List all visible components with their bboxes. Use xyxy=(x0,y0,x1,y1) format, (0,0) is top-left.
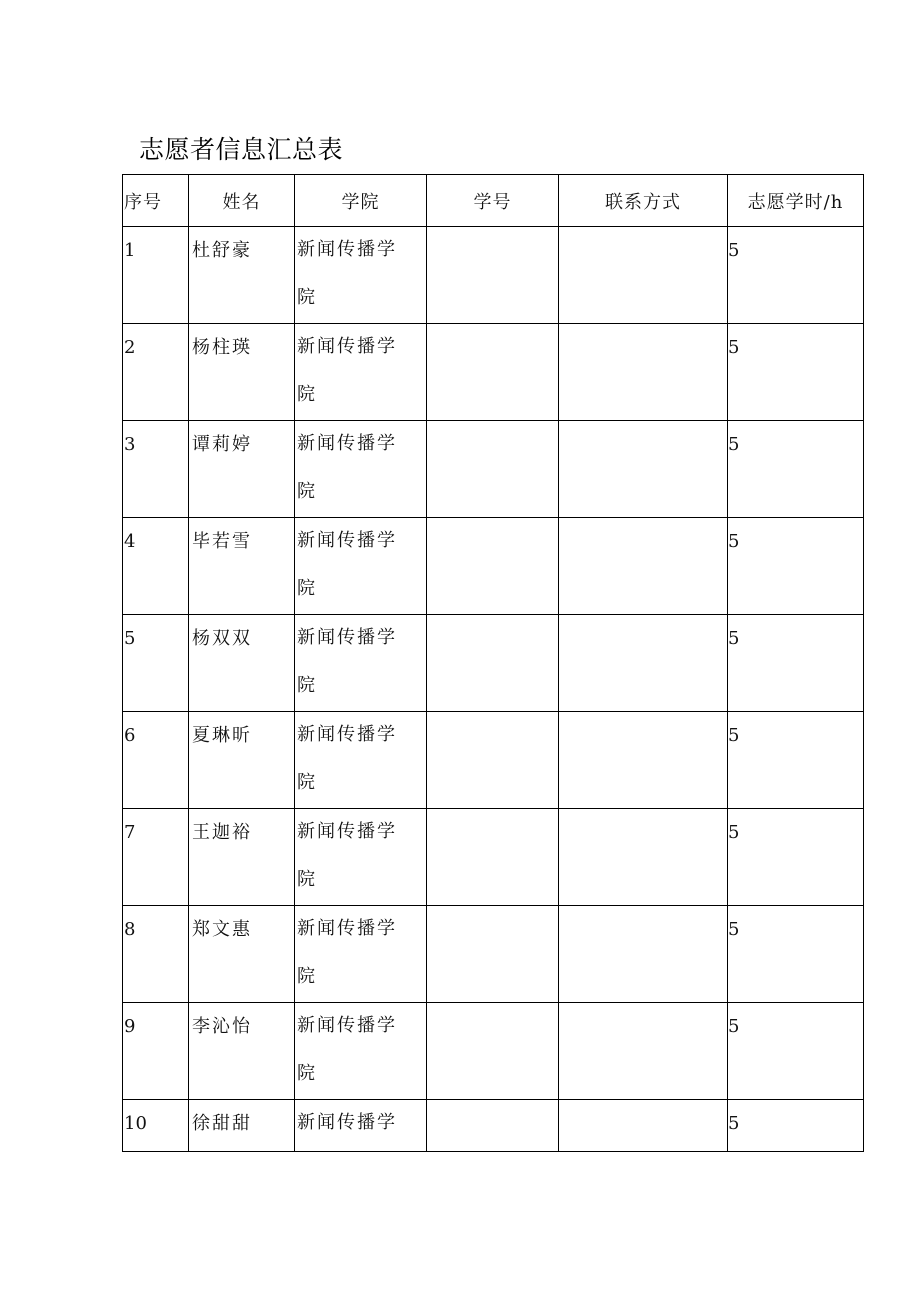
college-cell-text: 新闻传播学院 xyxy=(297,1015,397,1084)
name-cell-text: 郑文惠 xyxy=(192,919,252,940)
table-header-row xyxy=(123,175,864,227)
name-cell xyxy=(189,227,295,324)
seq-cell xyxy=(123,906,189,1003)
seq-cell-text: 2 xyxy=(124,337,136,358)
hours-cell-text: 5 xyxy=(728,822,740,843)
hours-cell xyxy=(728,324,864,421)
name-cell xyxy=(189,906,295,1003)
contact-cell xyxy=(559,1100,728,1152)
name-cell-text: 毕若雪 xyxy=(192,531,252,552)
seq-cell xyxy=(123,712,189,809)
seq-cell xyxy=(123,615,189,712)
college-cell xyxy=(295,421,427,518)
name-cell-text: 杨柱瑛 xyxy=(192,337,252,358)
table-row xyxy=(123,227,864,324)
seq-cell xyxy=(123,1100,189,1152)
college-cell xyxy=(295,1003,427,1100)
contact-cell xyxy=(559,421,728,518)
hours-cell xyxy=(728,1100,864,1152)
header-hours: 志愿学时/h xyxy=(728,175,864,227)
name-cell xyxy=(189,809,295,906)
student-id-cell xyxy=(427,1003,559,1100)
table-row xyxy=(123,809,864,906)
header-college: 学院 xyxy=(295,175,427,227)
student-id-cell xyxy=(427,324,559,421)
name-cell-text: 杨双双 xyxy=(192,628,252,649)
contact-cell xyxy=(559,324,728,421)
name-cell-text: 谭莉婷 xyxy=(192,434,252,455)
seq-cell xyxy=(123,227,189,324)
name-cell xyxy=(189,1003,295,1100)
table-row xyxy=(123,1003,864,1100)
college-cell xyxy=(295,906,427,1003)
seq-cell xyxy=(123,324,189,421)
hours-cell-text: 5 xyxy=(728,240,740,261)
hours-cell-text: 5 xyxy=(728,628,740,649)
header-seq: 序号 xyxy=(123,175,189,227)
seq-cell xyxy=(123,421,189,518)
college-cell xyxy=(295,227,427,324)
contact-cell xyxy=(559,809,728,906)
hours-cell-text: 5 xyxy=(728,531,740,552)
student-id-cell xyxy=(427,809,559,906)
contact-cell xyxy=(559,712,728,809)
seq-cell-text: 5 xyxy=(124,628,136,649)
college-cell xyxy=(295,1100,427,1152)
header-contact: 联系方式 xyxy=(559,175,728,227)
name-cell xyxy=(189,518,295,615)
seq-cell xyxy=(123,809,189,906)
student-id-cell xyxy=(427,518,559,615)
hours-cell xyxy=(728,1003,864,1100)
seq-cell-text: 7 xyxy=(124,822,136,843)
name-cell xyxy=(189,1100,295,1152)
name-cell-text: 杜舒豪 xyxy=(192,240,252,261)
student-id-cell xyxy=(427,615,559,712)
hours-cell xyxy=(728,809,864,906)
student-id-cell xyxy=(427,712,559,809)
seq-cell xyxy=(123,518,189,615)
seq-cell-text: 6 xyxy=(124,725,136,746)
hours-cell-text: 5 xyxy=(728,1113,740,1134)
seq-cell-text: 8 xyxy=(124,919,136,940)
contact-cell xyxy=(559,227,728,324)
hours-cell-text: 5 xyxy=(728,725,740,746)
header-name: 姓名 xyxy=(189,175,295,227)
hours-cell xyxy=(728,421,864,518)
hours-cell xyxy=(728,906,864,1003)
name-cell xyxy=(189,324,295,421)
seq-cell-text: 9 xyxy=(124,1016,136,1037)
contact-cell xyxy=(559,1003,728,1100)
hours-cell xyxy=(728,712,864,809)
hours-cell xyxy=(728,615,864,712)
name-cell-text: 李沁怡 xyxy=(192,1016,252,1037)
name-cell-text: 王迦裕 xyxy=(192,822,252,843)
name-cell xyxy=(189,615,295,712)
seq-cell xyxy=(123,1003,189,1100)
seq-cell-text: 1 xyxy=(124,240,136,261)
name-cell-text: 夏琳昕 xyxy=(192,725,252,746)
contact-cell xyxy=(559,906,728,1003)
name-cell xyxy=(189,421,295,518)
document-title: 志愿者信息汇总表 xyxy=(139,135,344,164)
student-id-cell xyxy=(427,421,559,518)
college-cell xyxy=(295,809,427,906)
table-row xyxy=(123,324,864,421)
college-cell-text: 新闻传播学院 xyxy=(297,433,397,502)
volunteer-table xyxy=(122,174,864,1152)
contact-cell xyxy=(559,518,728,615)
table-row xyxy=(123,421,864,518)
hours-cell xyxy=(728,518,864,615)
contact-cell xyxy=(559,615,728,712)
table-row xyxy=(123,712,864,809)
college-cell-text: 新闻传播学院 xyxy=(297,724,397,793)
student-id-cell xyxy=(427,227,559,324)
table-body xyxy=(123,227,864,1152)
hours-cell-text: 5 xyxy=(728,337,740,358)
college-cell xyxy=(295,324,427,421)
college-cell xyxy=(295,615,427,712)
table-row xyxy=(123,615,864,712)
hours-cell-text: 5 xyxy=(728,1016,740,1037)
seq-cell-text: 10 xyxy=(124,1113,147,1134)
college-cell xyxy=(295,712,427,809)
college-cell-text: 新闻传播学院 xyxy=(297,530,397,599)
table-row xyxy=(123,906,864,1003)
seq-cell-text: 3 xyxy=(124,434,136,455)
header-student-id: 学号 xyxy=(427,175,559,227)
name-cell-text: 徐甜甜 xyxy=(192,1113,252,1134)
student-id-cell xyxy=(427,906,559,1003)
table-row xyxy=(123,1100,864,1152)
seq-cell-text: 4 xyxy=(124,531,136,552)
college-cell-text: 新闻传播学院 xyxy=(297,239,397,308)
college-cell xyxy=(295,518,427,615)
hours-cell-text: 5 xyxy=(728,434,740,455)
table-row xyxy=(123,518,864,615)
college-cell-text: 新闻传播学院 xyxy=(297,627,397,696)
college-cell-text: 新闻传播学院 xyxy=(297,336,397,405)
college-cell-text: 新闻传播学院 xyxy=(297,918,397,987)
college-cell-text: 新闻传播学 xyxy=(297,1112,397,1133)
hours-cell-text: 5 xyxy=(728,919,740,940)
student-id-cell xyxy=(427,1100,559,1152)
college-cell-text: 新闻传播学院 xyxy=(297,821,397,890)
hours-cell xyxy=(728,227,864,324)
name-cell xyxy=(189,712,295,809)
